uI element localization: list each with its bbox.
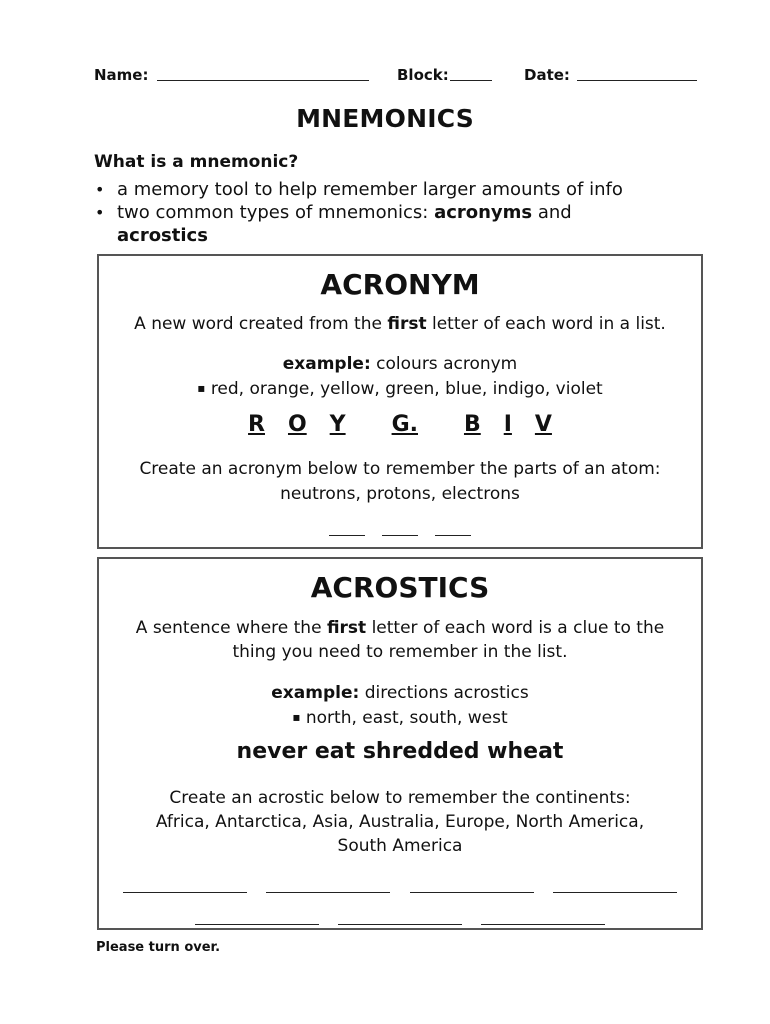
answer-blank[interactable] [553,891,677,893]
term-acronyms: acronyms [434,202,533,223]
acronym-answer-blanks [99,524,701,543]
answer-blank[interactable] [195,923,319,925]
acrostics-answer-blanks-row-2 [99,913,701,932]
letter-r: R [248,412,265,437]
list-item [94,178,694,201]
example-list-text: red, orange, yellow, green, blue, indigo, violet [210,379,603,399]
answer-blank[interactable] [382,534,418,536]
letter-v: V [534,412,552,437]
acrostics-example [99,681,701,705]
bullet-text-1: a memory tool to help remember larger amounts of info [117,179,623,200]
def-text: A sentence where the [135,618,327,638]
footer-note: Please turn over. [96,940,221,955]
example-label: example: [271,683,360,703]
definition-list [94,178,694,247]
acronym-box [97,254,703,549]
acronym-title: ACRONYM [320,268,480,301]
acrostics-answer-blanks-row-1 [99,881,701,900]
acrostics-box [97,557,703,930]
def-bold: first [326,618,367,638]
letter-i: I [503,412,512,437]
example-text: colours acronym [370,354,518,374]
example-text: directions acrostics [359,683,529,703]
def-text-end: letter of each word in a list. [426,314,666,334]
bullet-text-2-mid: and [532,202,572,223]
acrostics-title: ACROSTICS [310,571,490,604]
question-heading: What is a mnemonic? [94,152,299,172]
acronym-task-line-1: Create an acronym below to remember the parts of an atom: [139,459,661,479]
name-field[interactable] [157,79,369,81]
block-label: Block: [397,66,449,84]
answer-blank[interactable] [435,534,471,536]
def-text-end: letter of each word is a clue to the [366,618,665,638]
square-bullet-icon: ▪ [197,381,206,395]
acronym-example-list [99,376,701,401]
letter-o: O [287,412,307,437]
acrostics-example-list [99,705,701,730]
answer-blank[interactable] [329,534,365,536]
letter-b: B [463,412,481,437]
page-title: MNEMONICS [296,104,474,133]
letter-y: Y [329,412,346,437]
acrostics-task-line-1: Create an acrostic below to remember the continents: [169,788,631,808]
example-label: example: [282,354,371,374]
acronym-task-line-2: neutrons, protons, electrons [280,484,520,504]
def-bold: first [387,314,427,334]
acronym-letters [99,412,701,437]
acrostics-definition-line-2: thing you need to remember in the list. [232,642,568,662]
letter-g: G. [391,412,418,437]
date-label: Date: [524,66,570,84]
square-bullet-icon: ▪ [292,710,301,724]
name-label: Name: [94,66,149,84]
answer-blank[interactable] [123,891,247,893]
answer-blank[interactable] [481,923,605,925]
example-list-text: north, east, south, west [305,708,508,728]
list-item [94,201,694,247]
answer-blank[interactable] [266,891,390,893]
block-field[interactable] [450,79,492,81]
answer-blank[interactable] [338,923,462,925]
answer-blank[interactable] [410,891,534,893]
acronym-example [99,352,701,376]
term-acrostics: acrostics [117,225,208,246]
bullet-text-2: two common types of mnemonics: [117,202,435,223]
acrostics-phrase: never eat shredded wheat [236,739,564,764]
date-field[interactable] [577,79,697,81]
acronym-definition [99,312,701,336]
acrostics-task-line-3: South America [337,836,463,856]
acrostics-definition [99,616,701,640]
acrostics-task-line-2: Africa, Antarctica, Asia, Australia, Europe, North America, [155,812,645,832]
def-text: A new word created from the [134,314,388,334]
